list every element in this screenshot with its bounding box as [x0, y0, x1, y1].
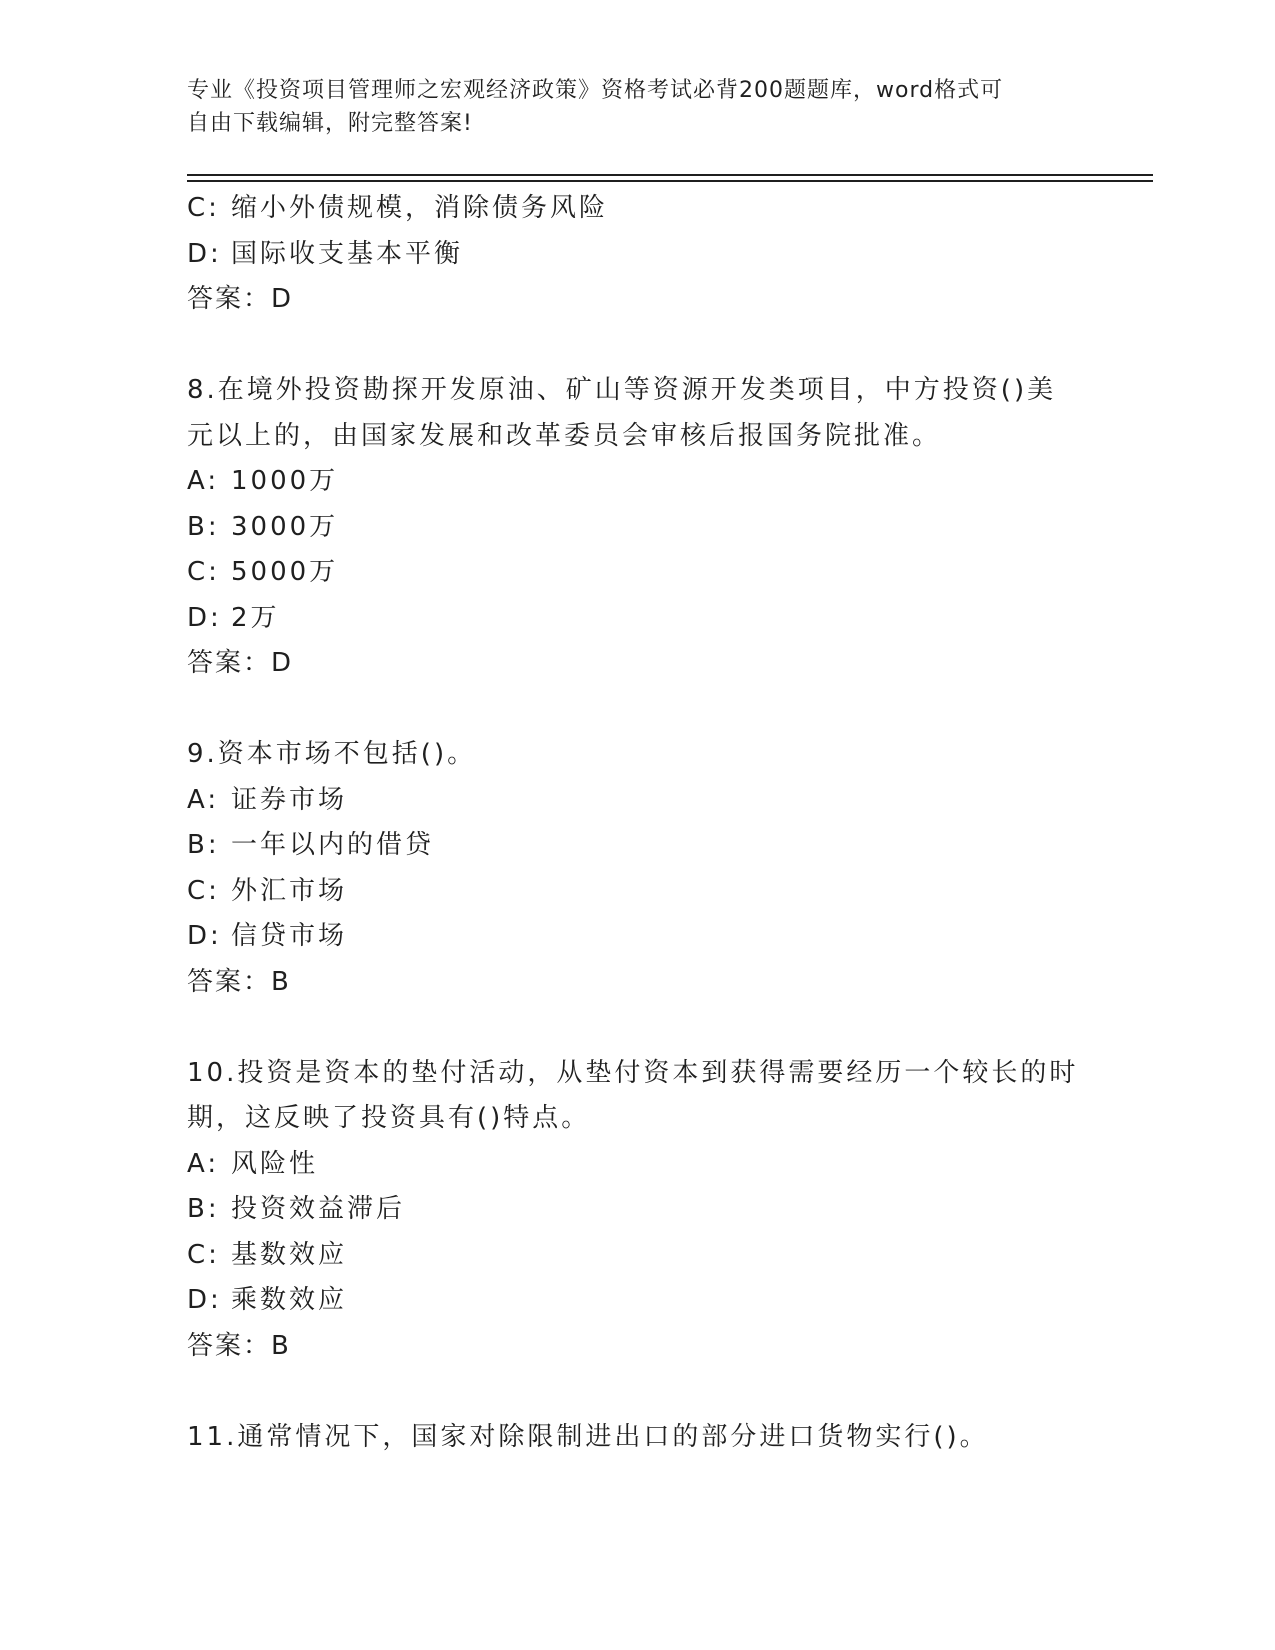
option-line	[187, 596, 1087, 642]
option-prefix: C:	[187, 557, 220, 587]
answer-line: 答案：B	[187, 1330, 291, 1361]
option-prefix: C:	[187, 1239, 220, 1270]
option-text: 一年以内的借贷	[231, 830, 435, 860]
option-line	[187, 823, 1087, 869]
question-text: 9.资本市场不包括()。	[187, 739, 477, 769]
header-line-2: 自由下载编辑，附完整答案!	[187, 111, 473, 136]
question-text: 期，这反映了投资具有()特点。	[187, 1103, 591, 1133]
option-prefix: C:	[187, 193, 220, 223]
option-prefix: D:	[187, 921, 222, 951]
question-list	[187, 186, 1087, 1460]
option-prefix: A:	[187, 1148, 220, 1179]
option-text: 国际收支基本平衡	[231, 238, 464, 269]
option-text: 投资效益滞后	[231, 1194, 406, 1224]
spacer	[187, 1369, 1087, 1415]
option-prefix: B:	[187, 830, 220, 860]
option-line	[187, 505, 1087, 551]
answer-line: 答案：D	[187, 648, 294, 678]
option-text: 2万	[231, 602, 280, 633]
option-line	[187, 186, 1087, 232]
document-header	[187, 74, 1067, 140]
option-text: 3000万	[231, 511, 339, 542]
option-text: 证券市场	[231, 784, 348, 815]
option-prefix: D:	[187, 238, 222, 269]
option-prefix: D:	[187, 602, 222, 633]
header-line-1: 专业《投资项目管理师之宏观经济政策》资格考试必背200题题库，word格式可	[187, 78, 1004, 103]
option-prefix: C:	[187, 875, 220, 906]
option-line	[187, 1233, 1087, 1279]
option-prefix: B:	[187, 511, 220, 542]
option-line	[187, 550, 1087, 596]
option-prefix: A:	[187, 784, 220, 815]
option-line	[187, 1142, 1087, 1188]
answer-line: 答案：D	[187, 284, 294, 314]
question-text: 11.通常情况下，国家对除限制进出口的部分进口货物实行()。	[187, 1421, 989, 1452]
option-text: 5000万	[231, 557, 339, 587]
question-text: 10.投资是资本的垫付活动，从垫付资本到获得需要经历一个较长的时	[187, 1057, 1079, 1088]
option-line	[187, 232, 1087, 278]
option-text: 基数效应	[231, 1239, 348, 1270]
option-prefix: D:	[187, 1285, 222, 1315]
option-text: 缩小外债规模，消除债务风险	[231, 193, 609, 223]
option-prefix: A:	[187, 466, 220, 496]
option-text: 1000万	[231, 466, 339, 496]
option-line	[187, 1278, 1087, 1324]
option-line	[187, 914, 1087, 960]
option-text: 外汇市场	[231, 875, 348, 906]
question-text: 8.在境外投资勘探开发原油、矿山等资源开发类项目，中方投资()美	[187, 375, 1057, 405]
option-text: 风险性	[231, 1148, 319, 1179]
answer-line: 答案：B	[187, 966, 291, 997]
option-line	[187, 869, 1087, 915]
option-prefix: B:	[187, 1194, 220, 1224]
header-rule-top	[187, 174, 1153, 176]
spacer	[187, 323, 1087, 369]
spacer	[187, 687, 1087, 733]
option-line	[187, 459, 1087, 505]
option-line	[187, 1187, 1087, 1233]
header-rule-bottom	[187, 180, 1153, 182]
option-line	[187, 778, 1087, 824]
spacer	[187, 1005, 1087, 1051]
option-text: 信贷市场	[231, 921, 348, 951]
question-text: 元以上的，由国家发展和改革委员会审核后报国务院批准。	[187, 420, 942, 451]
option-text: 乘数效应	[231, 1285, 348, 1315]
